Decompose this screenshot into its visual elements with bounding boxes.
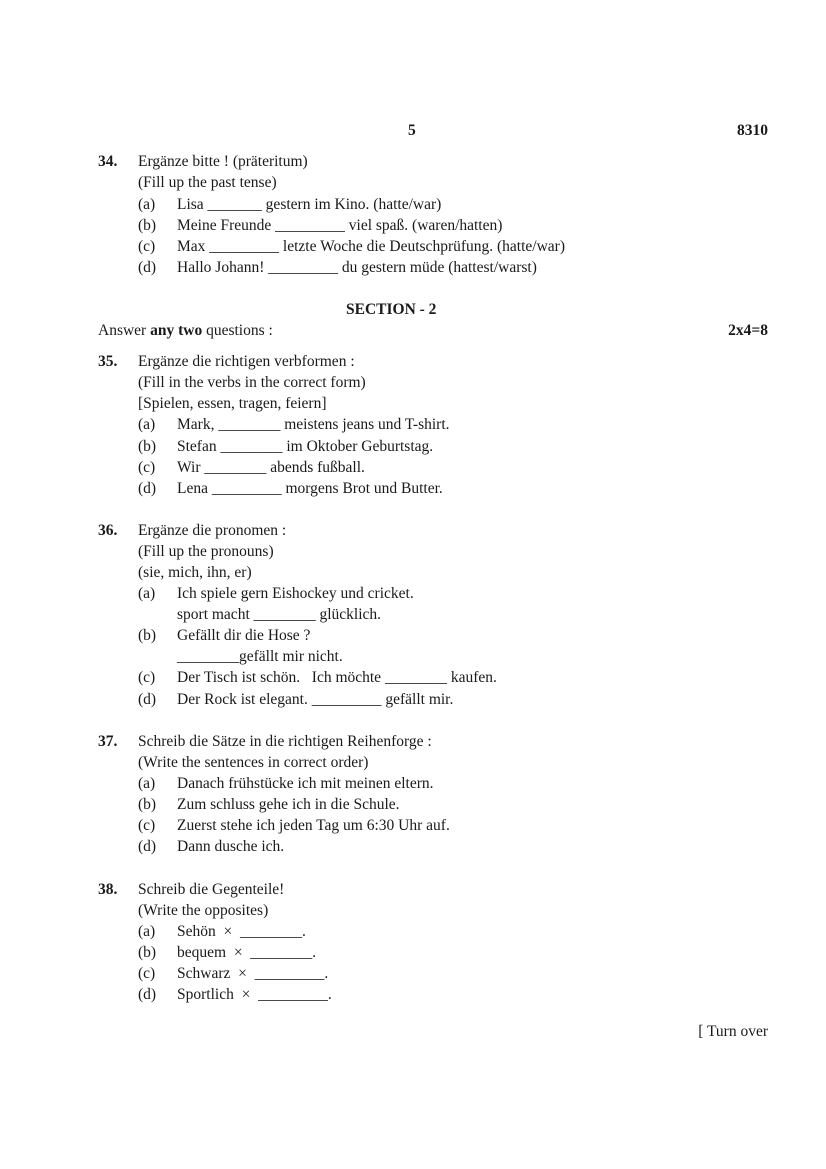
- item-text: Danach frühstücke ich mit meinen eltern.: [177, 775, 434, 792]
- section-instruction: [98, 320, 273, 341]
- item-label: (b): [138, 438, 157, 455]
- item-text-continued: sport macht ________ glücklich.: [177, 606, 382, 623]
- question-number: 35.: [98, 353, 118, 370]
- question-number: 38.: [98, 881, 118, 898]
- item-label: (b): [138, 944, 157, 961]
- item-text: Stefan ________ im Oktober Geburtstag.: [177, 438, 434, 455]
- paper-code: 8310: [737, 122, 768, 139]
- section-marks: 2x4=8: [728, 322, 768, 339]
- word-bank: (sie, mich, ihn, er): [138, 564, 252, 581]
- question-title: Schreib die Gegenteile!: [138, 881, 285, 898]
- item-text: Lena _________ morgens Brot und Butter.: [177, 480, 443, 497]
- item-text: Sehön × ________.: [177, 923, 306, 940]
- item-text: Lisa _______ gestern im Kino. (hatte/war): [177, 196, 442, 213]
- question-subtitle: (Write the opposites): [138, 902, 269, 919]
- item-label: (d): [138, 259, 157, 276]
- question-subtitle: (Fill up the pronouns): [138, 543, 274, 560]
- item-text-continued: ________gefällt mir nicht.: [177, 648, 343, 665]
- item-text: Zum schluss gehe ich in die Schule.: [177, 796, 400, 813]
- instruction-prefix: Answer: [98, 322, 151, 339]
- item-label: (d): [138, 480, 157, 497]
- item-label: (a): [138, 775, 156, 792]
- item-label: (c): [138, 669, 156, 686]
- item-label: (d): [138, 986, 157, 1003]
- word-bank: [Spielen, essen, tragen, feiern]: [138, 395, 327, 412]
- item-text: Schwarz × _________.: [177, 965, 329, 982]
- question-title: Schreib die Sätze in die richtigen Reihenforge :: [138, 733, 432, 750]
- item-label: (b): [138, 796, 157, 813]
- item-text: Hallo Johann! _________ du gestern müde (hattest/warst): [177, 259, 537, 276]
- item-label: (a): [138, 196, 156, 213]
- item-text: Wir ________ abends fußball.: [177, 459, 365, 476]
- instruction-suffix: questions :: [202, 322, 273, 339]
- item-text: Dann dusche ich.: [177, 838, 285, 855]
- item-text: Ich spiele gern Eishockey und cricket.: [177, 585, 414, 602]
- item-label: (c): [138, 817, 156, 834]
- item-label: (b): [138, 217, 157, 234]
- item-text: Mark, ________ meistens jeans und T-shirt.: [177, 416, 450, 433]
- item-text: Max _________ letzte Woche die Deutschprüfung. (hatte/war): [177, 238, 565, 255]
- item-label: (a): [138, 416, 156, 433]
- question-title: Ergänze bitte ! (präteritum): [138, 153, 308, 170]
- item-text: bequem × ________.: [177, 944, 317, 961]
- item-label: (c): [138, 238, 156, 255]
- item-text: Der Tisch ist schön. Ich möchte ________ kaufen.: [177, 669, 497, 686]
- item-label: (c): [138, 965, 156, 982]
- item-label: (c): [138, 459, 156, 476]
- question-subtitle: (Fill up the past tense): [138, 174, 277, 191]
- item-text: Sportlich × _________.: [177, 986, 332, 1003]
- instruction-emphasis: any two: [150, 322, 203, 339]
- item-label: (d): [138, 838, 157, 855]
- section-title: SECTION - 2: [346, 301, 437, 318]
- item-text: Gefällt dir die Hose ?: [177, 627, 311, 644]
- question-subtitle: (Fill in the verbs in the correct form): [138, 374, 366, 391]
- item-text: Der Rock ist elegant. _________ gefällt mir.: [177, 691, 454, 708]
- question-number: 36.: [98, 522, 118, 539]
- item-label: (b): [138, 627, 157, 644]
- page-number: 5: [408, 122, 416, 139]
- question-title: Ergänze die richtigen verbformen :: [138, 353, 355, 370]
- item-text: Zuerst stehe ich jeden Tag um 6:30 Uhr auf.: [177, 817, 450, 834]
- item-label: (a): [138, 923, 156, 940]
- item-text: Meine Freunde _________ viel spaß. (waren/hatten): [177, 217, 503, 234]
- question-number: 34.: [98, 153, 118, 170]
- item-label: (a): [138, 585, 156, 602]
- question-title: Ergänze die pronomen :: [138, 522, 287, 539]
- item-label: (d): [138, 691, 157, 708]
- question-number: 37.: [98, 733, 118, 750]
- question-subtitle: (Write the sentences in correct order): [138, 754, 369, 771]
- turn-over-note: [ Turn over: [698, 1023, 768, 1040]
